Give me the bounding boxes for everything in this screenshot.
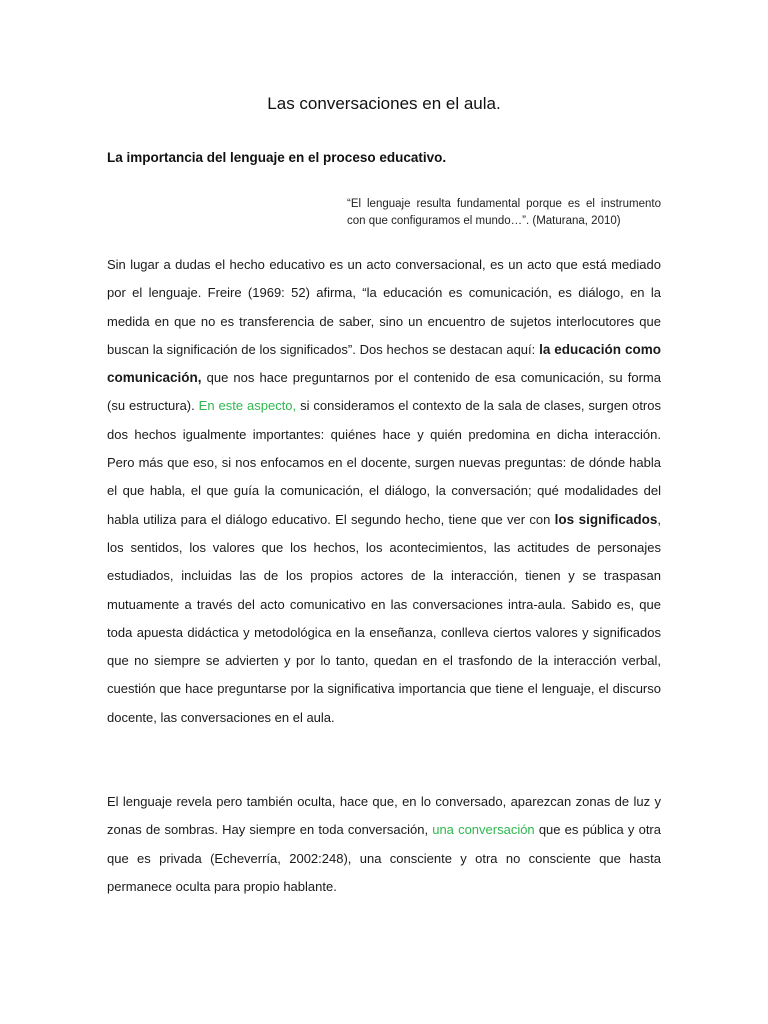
highlighted-phrase: En este aspecto, xyxy=(198,398,297,414)
paragraph-text: que es pública y otra que es privada (Echeverría, 2002:248), una consciente y otra no consciente que hasta permanece oculta para propio hablante. xyxy=(107,822,661,894)
body-paragraph-2 xyxy=(107,788,661,901)
bold-phrase: los significados xyxy=(554,511,658,527)
paragraph-text: , los sentidos, los valores que los hechos, los acontecimientos, las actitudes de personajes estudiados, incluidas las de los propios actores de la interacción, tienen y se traspasan mutuamente a través del acto comunicativo en las conversaciones intra-aula. Sabido es, que toda apuesta didáctica y metodológica en la enseñanza, conlleva ciertos valores y significados que no siempre se advierten y por lo tanto, quedan en el trasfondo de la interacción verbal, cuestión que hace preguntarse por la significativa importancia que tiene el lenguaje, el discurso docente, las conversaciones en el aula. xyxy=(107,511,661,725)
body-paragraph-1 xyxy=(107,251,661,732)
paragraph-text: que nos hace preguntarnos por el contenido de esa comunicación, su forma (su estructura). xyxy=(107,370,661,414)
bold-phrase: la educación como comunicación, xyxy=(107,341,661,386)
document-subtitle: La importancia del lenguaje en el proceso educativo. xyxy=(107,150,447,165)
document-title: Las conversaciones en el aula. xyxy=(267,94,501,113)
paragraph-text: El lenguaje revela pero también oculta, hace que, en lo conversado, aparezcan zonas de luz y zonas de sombras. Hay siempre en toda conversación, xyxy=(107,794,661,838)
epigraph-quote: “El lenguaje resulta fundamental porque es el instrumento con que configuramos el mundo…”. (Maturana, 2010) xyxy=(347,198,661,227)
highlighted-phrase: una conversación xyxy=(432,822,535,838)
paragraph-text: si consideramos el contexto de la sala de clases, surgen otros dos hechos igualmente importantes: quiénes hace y quién predomina en dicha interacción. Pero más que eso, si nos enfocamos en el docente, surgen nuevas preguntas: de dónde habla el que habla, el que guía la comunicación, el diálogo, la conversación; qué modalidades del habla utiliza para el diálogo educativo. El segundo hecho, tiene que ver con xyxy=(107,398,661,527)
paragraph-text: Sin lugar a dudas el hecho educativo es un acto conversacional, es un acto que está mediado por el lenguaje. Freire (1969: 52) afirma, “la educación es comunicación, es diálogo, en la medida en que no es transferencia de saber, sino un encuentro de sujetos interlocutores que buscan la significación de los significados”. Dos hechos se destacan aquí: xyxy=(107,257,661,357)
